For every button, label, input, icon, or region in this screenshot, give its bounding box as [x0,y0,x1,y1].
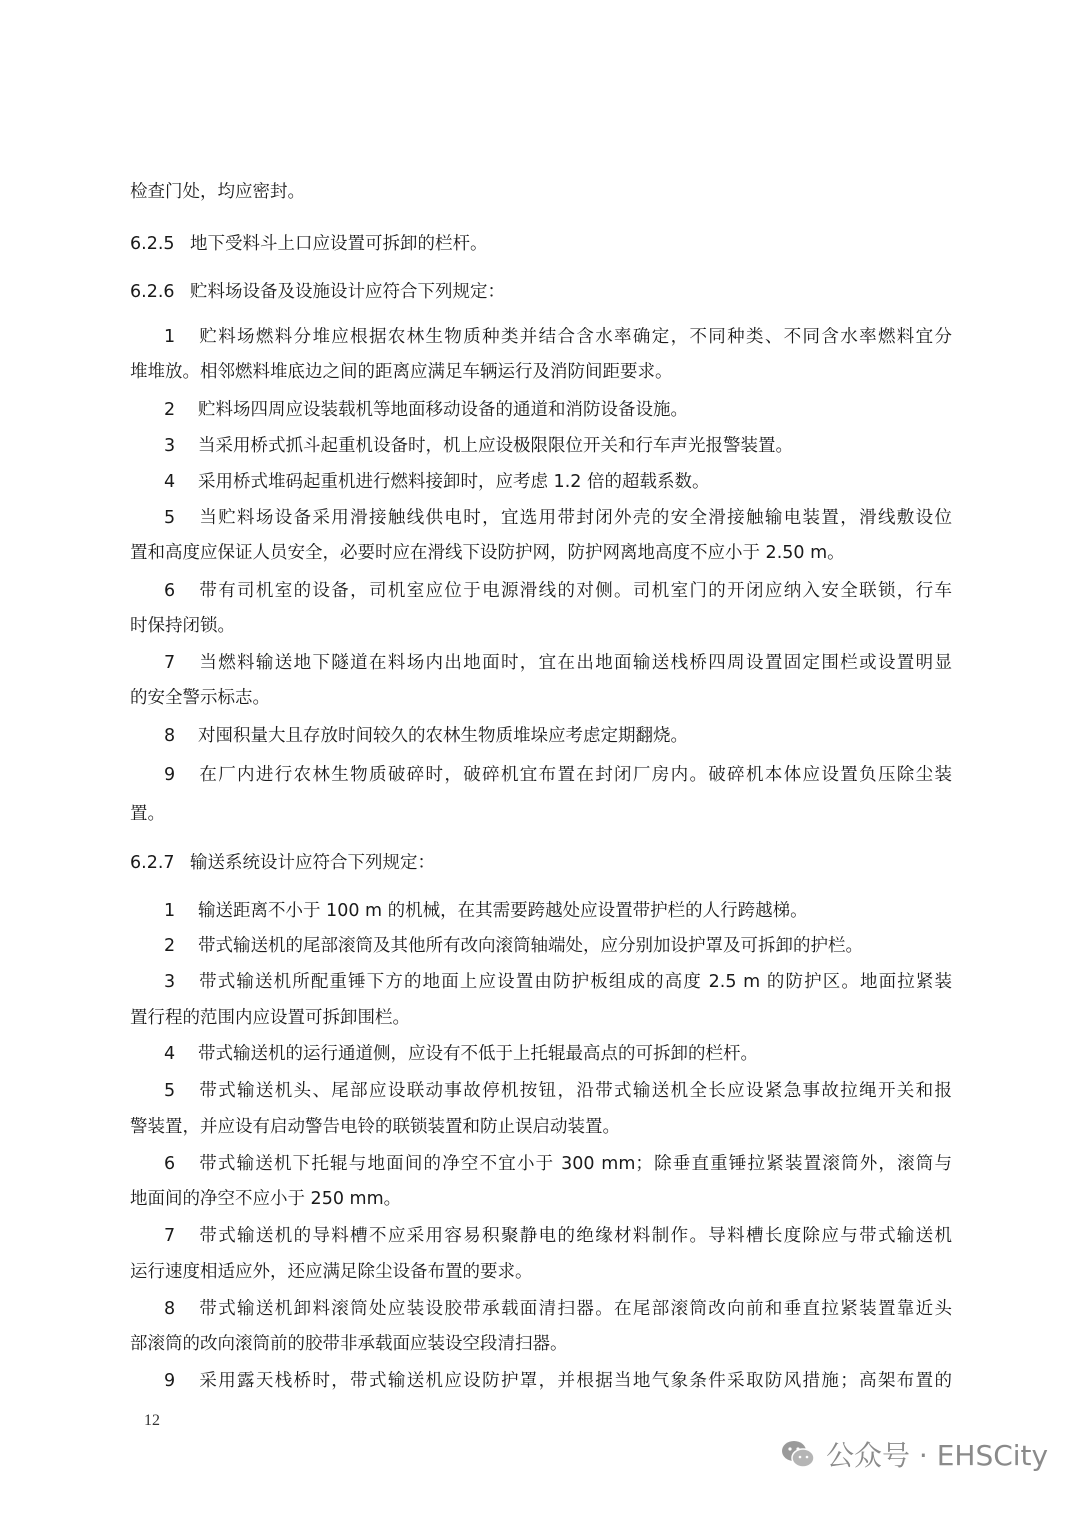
clause-6-2-7: 6.2.7 输送系统设计应符合下列规定： [130,853,435,873]
text-line: 的安全警示标志。 [130,688,270,708]
list-item: 7 带式输送机的导料槽不应采用容易积聚静电的绝缘材料制作。导料槽长度除应与带式输送机 [164,1226,952,1246]
text-line: 警装置，并应设有启动警告电铃的联锁装置和防止误启动装置。 [130,1117,620,1137]
text-line: 地面间的净空不应小于 250 mm。 [130,1189,402,1209]
list-item: 5 当贮料场设备采用滑接触线供电时，宜选用带封闭外壳的安全滑接触输电装置，滑线敷设位 [164,508,952,528]
text-line: 部滚筒的改向滚筒前的胶带非承载面应装设空段清扫器。 [130,1334,568,1354]
list-item: 5 带式输送机头、尾部应设联动事故停机按钮，沿带式输送机全长应设紧急事故拉绳开关和报 [164,1081,952,1101]
list-item: 1 输送距离不小于 100 m 的机械，在其需要跨越处应设置带护栏的人行跨越梯。 [164,901,808,921]
list-item: 6 带式输送机下托辊与地面间的净空不宜小于 300 mm；除垂直重锤拉紧装置滚筒外，滚筒与 [164,1154,952,1174]
text-line: 检查门处，均应密封。 [130,182,305,202]
list-item: 1 贮料场燃料分堆应根据农林生物质种类并结合含水率确定，不同种类、不同含水率燃料宜分 [164,327,952,347]
page-number: 12 [144,1412,160,1429]
clause-number: 6.2.7 [130,853,175,873]
clause-6-2-6: 6.2.6 贮料场设备及设施设计应符合下列规定： [130,282,505,302]
text-line: 置行程的范围内应设置可拆卸围栏。 [130,1008,410,1028]
text-line: 堆堆放。相邻燃料堆底边之间的距离应满足车辆运行及消防间距要求。 [130,362,673,382]
list-item: 7 当燃料输送地下隧道在料场内出地面时，宜在出地面输送栈桥四周设置固定围栏或设置明显 [164,653,952,673]
text-line: 置和高度应保证人员安全，必要时应在滑线下设防护网，防护网离地高度不应小于 2.50 m。 [130,543,845,563]
wechat-icon [780,1438,816,1470]
list-item: 9 采用露天栈桥时，带式输送机应设防护罩，并根据当地气象条件采取防风措施；高架布置的 [164,1371,952,1391]
list-item: 4 采用桥式堆码起重机进行燃料接卸时，应考虑 1.2 倍的超载系数。 [164,472,710,492]
clause-number: 6.2.5 [130,234,175,254]
watermark [780,1432,1048,1476]
list-item: 3 带式输送机所配重锤下方的地面上应设置由防护板组成的高度 2.5 m 的防护区。地面拉紧装 [164,972,952,992]
list-item: 8 对囤积量大且存放时间较久的农林生物质堆垛应考虑定期翻烧。 [164,726,688,746]
list-item: 3 当采用桥式抓斗起重机设备时，机上应设极限限位开关和行车声光报警装置。 [164,436,793,456]
list-item: 9 在厂内进行农林生物质破碎时，破碎机宜布置在封闭厂房内。破碎机本体应设置负压除尘装 [164,765,952,785]
list-item: 4 带式输送机的运行通道侧，应设有不低于上托辊最高点的可拆卸的栏杆。 [164,1044,758,1064]
clause-6-2-5: 6.2.5 地下受料斗上口应设置可拆卸的栏杆。 [130,234,488,254]
text-line: 运行速度相适应外，还应满足除尘设备布置的要求。 [130,1262,533,1282]
text-line: 置。 [130,804,165,824]
clause-number: 6.2.6 [130,282,175,302]
text-line: 时保持闭锁。 [130,616,235,636]
list-item: 8 带式输送机卸料滚筒处应装设胶带承载面清扫器。在尾部滚筒改向前和垂直拉紧装置靠近头 [164,1299,952,1319]
list-item: 2 贮料场四周应设装载机等地面移动设备的通道和消防设备设施。 [164,400,688,420]
list-item: 2 带式输送机的尾部滚筒及其他所有改向滚筒轴端处，应分别加设护罩及可拆卸的护栏。 [164,936,863,956]
watermark-text: 公众号 · EHSCity [826,1439,1049,1472]
list-item: 6 带有司机室的设备，司机室应位于电源滑线的对侧。司机室门的开闭应纳入安全联锁，行车 [164,581,952,601]
